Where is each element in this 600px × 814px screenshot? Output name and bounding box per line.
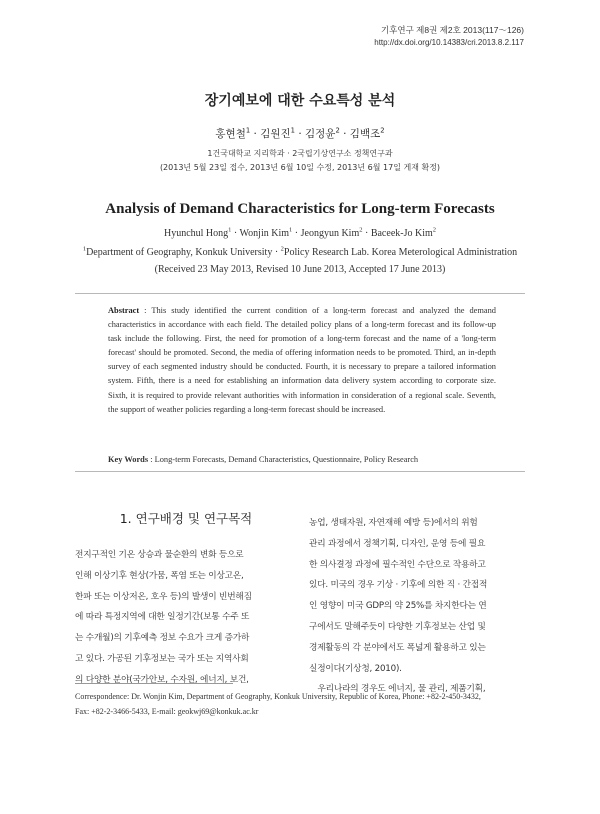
- journal-doi: http://dx.doi.org/10.14383/cri.2013.8.2.117: [374, 38, 524, 47]
- affiliation-marker-1: 1: [82, 245, 87, 253]
- korean-affiliations: 1건국대학교 지리학과 · 2국립기상연구소 정책연구과: [207, 149, 393, 158]
- author-affiliation-marker: 1: [245, 126, 251, 135]
- abstract: [108, 304, 496, 417]
- body-text-line: 한 의사결정 과정에 필수적인 수단으로 작용하고: [309, 559, 486, 570]
- author-separator: ·: [250, 128, 261, 140]
- english-authors: [0, 228, 600, 239]
- keywords-text: Long-term Forecasts, Demand Characteristics, Questionnaire, Policy Research: [154, 455, 419, 464]
- body-text-line: 에 따라 특정지역에 대한 일정기간(보통 수주 또: [75, 612, 250, 623]
- body-text-line: 실정이다(기상청, 2010).: [309, 663, 402, 674]
- body-text-line: 있다. 미국의 경우 기상 · 기후에 의한 직 · 간접적: [309, 580, 488, 591]
- author-separator: ·: [339, 128, 350, 140]
- author-name: Baceek-Jo Kim: [370, 228, 433, 239]
- korean-dates: (2013년 5월 23일 접수, 2013년 6월 10일 수정, 2013년 6월 17일 게재 확정): [159, 163, 441, 172]
- english-dates: (Received 23 May 2013, Revised 10 June 2013, Accepted 17 June 2013): [154, 264, 446, 275]
- abstract-separator: :: [139, 306, 152, 315]
- journal-citation: 기후연구 제8권 제2호 2013(117～126): [380, 25, 524, 35]
- author-separator: ·: [231, 228, 240, 239]
- keywords: [108, 455, 498, 464]
- korean-authors: [0, 126, 600, 141]
- body-text-line: 인해 이상기후 현상(가뭄, 폭염 또는 이상고온,: [75, 570, 244, 581]
- body-text-line: 한파 또는 이상저온, 호우 등)의 발생이 빈번해짐: [75, 591, 252, 602]
- abstract-label: Abstract: [108, 306, 140, 315]
- abstract-top-divider: [75, 293, 525, 294]
- body-left-column: [75, 545, 300, 691]
- body-text-line: 의 다양한 분야(국가안보, 수자원, 에너지, 보건,: [75, 674, 249, 685]
- keywords-separator: :: [148, 455, 155, 464]
- author-name: 김정윤: [305, 128, 336, 140]
- author-name: Wonjin Kim: [239, 228, 290, 239]
- footnote: [75, 690, 535, 719]
- abstract-bottom-divider: [75, 471, 525, 472]
- english-affiliations: [0, 247, 600, 258]
- author-affiliation-marker: 2: [335, 126, 340, 135]
- footnote-line-1: Correspondence: Dr. Wonjin Kim, Department of Geography, Konkuk University, Republic of Korea, Phone: +82-2-450-3432,: [75, 692, 481, 701]
- body-text-line: 경제활동의 각 분야에서도 폭넓게 활용하고 있는: [309, 642, 486, 653]
- affiliation-marker-2: 2: [280, 245, 284, 253]
- body-text-line: 전지구적인 기온 상승과 물순환의 변화 등으로: [75, 550, 244, 560]
- section-heading: 1. 연구배경 및 연구목적: [119, 511, 253, 526]
- abstract-text: This study identified the current condition of a long-term forecast and analyzed the demand characteristics in accordance with each field. The detailed policy plans of a long-term forecast and its follow-up task include the following. First, the need for promotion of a long-term forecast and the name of a 'long-term forecast' should be promoted. Second, the media of offering information needs to be promoted. Third, an in-depth survey of each segmented industry should be conducted. Fourth, it is necessary to prepare a tailored information system. Fifth, there is a need for establishing an information data delivery system according to corporate size. Sixth, it is required to provide relevant authorities with information in consideration of a regional scale. Seventh, the support of weather policies regarding a long-term forecast should be increased.: [108, 306, 496, 414]
- author-separator: ·: [294, 128, 305, 140]
- affiliation-1: Department of Geography, Konkuk University ·: [86, 247, 281, 258]
- body-right-column: [309, 513, 527, 700]
- footnote-line-2: Fax: +82-2-3466-5433, E-mail: geokwj69@konkuk.ac.kr: [75, 706, 259, 716]
- korean-title: 장기예보에 대한 수요특성 분석: [204, 93, 396, 109]
- body-text-line: 농업, 생태자원, 자연재해 예방 등)에서의 위험: [309, 518, 478, 528]
- footnote-divider: [75, 683, 233, 684]
- author-separator: ·: [292, 228, 301, 239]
- author-affiliation-marker: 1: [289, 226, 293, 234]
- author-affiliation-marker: 1: [228, 226, 232, 234]
- author-affiliation-marker: 1: [290, 126, 295, 135]
- body-text-line: 인 영향이 미국 GDP의 약 25%를 차지한다는 연: [309, 601, 487, 612]
- affiliation-2: Policy Research Lab. Korea Meterological Administration: [283, 247, 518, 258]
- author-affiliation-marker: 2: [359, 226, 363, 234]
- body-text-line: 고 있다. 가공된 기후정보는 국가 또는 지역사회: [75, 653, 249, 664]
- author-name: 김백조: [349, 128, 381, 140]
- author-name: Jeongyun Kim: [300, 228, 360, 239]
- author-affiliation-marker: 2: [432, 226, 437, 234]
- body-text-line: 관리 과정에서 정책기획, 디자인, 운영 등에 필요: [309, 538, 486, 549]
- author-separator: ·: [362, 228, 371, 239]
- keywords-label: Key Words: [108, 455, 149, 464]
- author-name: 김원진: [260, 128, 291, 140]
- author-affiliation-marker: 2: [380, 126, 385, 135]
- author-name: Hyunchul Hong: [163, 228, 229, 239]
- author-name: 홍현철: [215, 128, 246, 140]
- body-text-line: 는 수개월)의 기후예측 정보 수요가 크게 증가하: [75, 633, 250, 644]
- body-text-line: 구에서도 말해주듯이 다양한 기후정보는 산업 및: [309, 621, 486, 632]
- english-title: Analysis of Demand Characteristics for Long-term Forecasts: [105, 201, 495, 217]
- body-text-line: 우리나라의 경우도 에너지, 물 관리, 제품기획,: [309, 684, 486, 695]
